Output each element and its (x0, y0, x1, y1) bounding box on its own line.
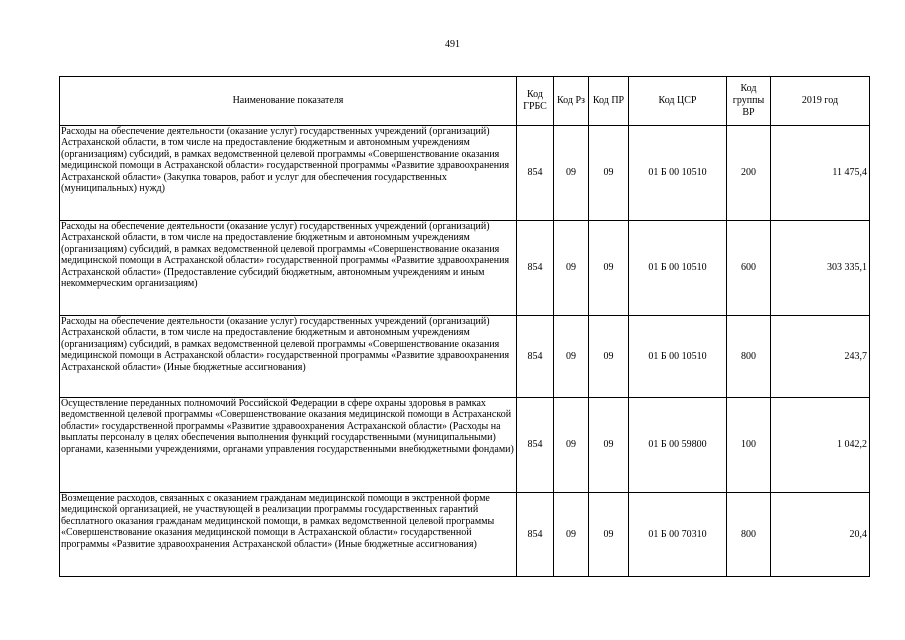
row-csr: 01 Б 00 10510 (629, 126, 727, 221)
row-grbs: 854 (517, 493, 554, 577)
header-amount: 2019 год (771, 77, 870, 126)
row-pr: 09 (589, 493, 629, 577)
row-vr: 100 (727, 398, 771, 493)
row-amount: 243,7 (771, 316, 870, 398)
header-vr: Код группы ВР (727, 77, 771, 126)
table-row (60, 493, 870, 577)
row-csr: 01 Б 00 70310 (629, 493, 727, 577)
row-grbs: 854 (517, 316, 554, 398)
row-vr: 800 (727, 316, 771, 398)
header-pr: Код ПР (589, 77, 629, 126)
header-csr: Код ЦСР (629, 77, 727, 126)
row-name: Расходы на обеспечение деятельности (оказание услуг) государственных учреждений (организаций) Астраханской области, в том числе на предоставление бюджетным и автономным учреждениям (организациям) субсидий, в рамках ведомственной целевой программы «Совершенствование оказания медицинской помощи в Астраханской области» государственной программы «Развитие здравоохранения Астраханской области» (Предоставление субсидий бюджетным, автономным учреждениям и иным некоммерческим организациям) (60, 221, 517, 316)
row-name: Расходы на обеспечение деятельности (оказание услуг) государственных учреждений (организаций) Астраханской области, в том числе на предоставление бюджетным и автономным учреждениям (организациям) субсидий, в рамках ведомственной целевой программы «Совершенствование оказания медицинской помощи в Астраханской области» государственной программы «Развитие здравоохранения Астраханской области» (Закупка товаров, работ и услуг для обеспечения государственных (муниципальных) нужд) (60, 126, 517, 221)
row-grbs: 854 (517, 126, 554, 221)
row-vr: 200 (727, 126, 771, 221)
header-grbs: Код ГРБС (517, 77, 554, 126)
table-row (60, 126, 870, 221)
table-header-row (60, 77, 870, 126)
row-rz: 09 (554, 316, 589, 398)
row-amount: 303 335,1 (771, 221, 870, 316)
row-vr: 600 (727, 221, 771, 316)
row-csr: 01 Б 00 59800 (629, 398, 727, 493)
row-rz: 09 (554, 126, 589, 221)
row-rz: 09 (554, 493, 589, 577)
header-rz: Код Рз (554, 77, 589, 126)
row-vr: 800 (727, 493, 771, 577)
row-amount: 1 042,2 (771, 398, 870, 493)
row-name: Осуществление переданных полномочий Российской Федерации в сфере охраны здоровья в рамках ведомственной целевой программы «Совершенствование оказания медицинской помощи в Астраханской области» государственной программы «Развитие здравоохранения Астраханской области» (Расходы на выплаты персоналу в целях обеспечения выполнения функций государственными (муниципальными) органами, казенными учреждениями, органами управления государственными внебюджетными фондами) (60, 398, 517, 493)
row-grbs: 854 (517, 221, 554, 316)
row-name: Расходы на обеспечение деятельности (оказание услуг) государственных учреждений (организаций) Астраханской области, в том числе на предоставление бюджетным и автономным учреждениям (организациям) субсидий, в рамках ведомственной целевой программы «Совершенствование оказания медицинской помощи в Астраханской области» государственной программы «Развитие здравоохранения Астраханской области» (Иные бюджетные ассигнования) (60, 316, 517, 398)
header-name: Наименование показателя (60, 77, 517, 126)
row-pr: 09 (589, 221, 629, 316)
row-pr: 09 (589, 398, 629, 493)
row-amount: 20,4 (771, 493, 870, 577)
table-row (60, 398, 870, 493)
row-amount: 11 475,4 (771, 126, 870, 221)
row-csr: 01 Б 00 10510 (629, 316, 727, 398)
row-csr: 01 Б 00 10510 (629, 221, 727, 316)
row-rz: 09 (554, 398, 589, 493)
row-name: Возмещение расходов, связанных с оказанием гражданам медицинской помощи в экстренной форме медицинской организацией, не участвующей в реализации программы государственных гарантий бесплатного оказания гражданам медицинской помощи, в рамках ведомственной целевой программы «Совершенствование оказания медицинской помощи в Астраханской области» государственной программы «Развитие здравоохранения Астраханской области» (Иные бюджетные ассигнования) (60, 493, 517, 577)
row-rz: 09 (554, 221, 589, 316)
row-pr: 09 (589, 126, 629, 221)
row-grbs: 854 (517, 398, 554, 493)
page-number: 491 (445, 39, 460, 50)
budget-table (59, 76, 870, 577)
row-pr: 09 (589, 316, 629, 398)
table-row (60, 221, 870, 316)
table-row (60, 316, 870, 398)
